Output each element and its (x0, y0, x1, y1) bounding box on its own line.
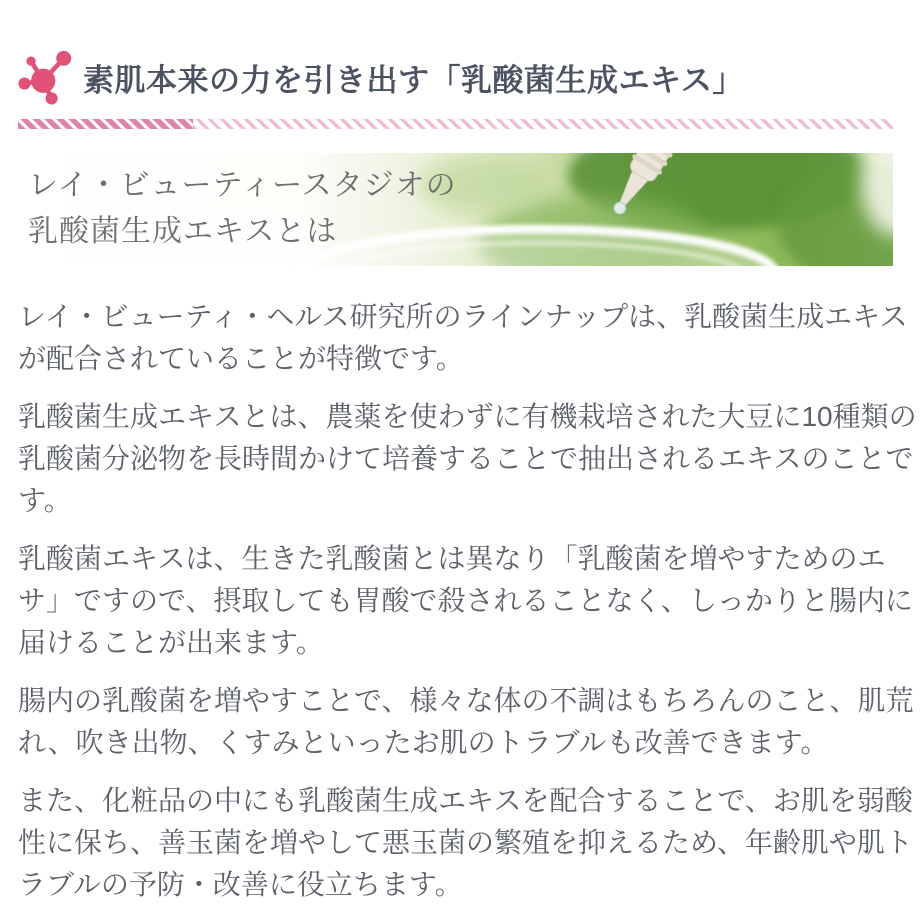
body-text (18, 296, 917, 906)
banner-heading-line2: 乳酸菌生成エキスとは (28, 215, 338, 248)
paragraph-line: れ、吹き出物、くすみといったお肌のトラブルも改善できます。 (18, 727, 829, 758)
paragraph-line: サ」ですので、摂取しても胃酸で殺されることなく、しっかりと腸内に (18, 585, 913, 616)
paragraph-line: また、化粧品の中にも乳酸菌生成エキスを配合することで、お肌を弱酸 (18, 785, 913, 816)
section-header (18, 48, 893, 106)
molecule-icon (18, 49, 74, 105)
paragraph-line: ラブルの予防・改善に役立ちます。 (18, 869, 463, 900)
paragraph-line: レイ・ビューティ・ヘルス研究所のラインナップは、乳酸菌生成エキス (18, 301, 908, 332)
paragraph (18, 296, 908, 380)
striped-divider (18, 119, 893, 129)
striped-divider-dark-segment (18, 119, 193, 129)
banner-heading-line1: レイ・ビューティースタジオの (28, 169, 457, 202)
striped-divider-light-segment (193, 119, 893, 129)
paragraph (18, 538, 913, 664)
paragraph-line: 乳酸菌生成エキスとは、農薬を使わずに有機栽培された大豆に10種類の (18, 401, 917, 432)
paragraph-line: が配合されていることが特徴です。 (18, 343, 464, 374)
paragraph-line: 性に保ち、善玉菌を増やして悪玉菌の繁殖を抑えるため、年齢肌や肌ト (18, 827, 913, 858)
banner-image (18, 153, 893, 266)
page-title: 素肌本来の力を引き出す「乳酸菌生成エキス」 (83, 62, 744, 98)
paragraph (18, 396, 917, 522)
paragraph (18, 680, 914, 764)
paragraph-line: 届けることが出来ます。 (18, 627, 324, 658)
paragraph-line: 腸内の乳酸菌を増やすことで、様々な体の不調はもちろんのこと、肌荒 (18, 685, 914, 716)
paragraph (18, 780, 913, 906)
paragraph-line: す。 (18, 485, 72, 516)
paragraph-line: 乳酸菌分泌物を長時間かけて培養することで抽出されるエキスのことで (18, 443, 914, 474)
paragraph-line: 乳酸菌エキスは、生きた乳酸菌とは異なり「乳酸菌を増やすためのエ (18, 543, 886, 574)
banner-heading (28, 163, 457, 255)
